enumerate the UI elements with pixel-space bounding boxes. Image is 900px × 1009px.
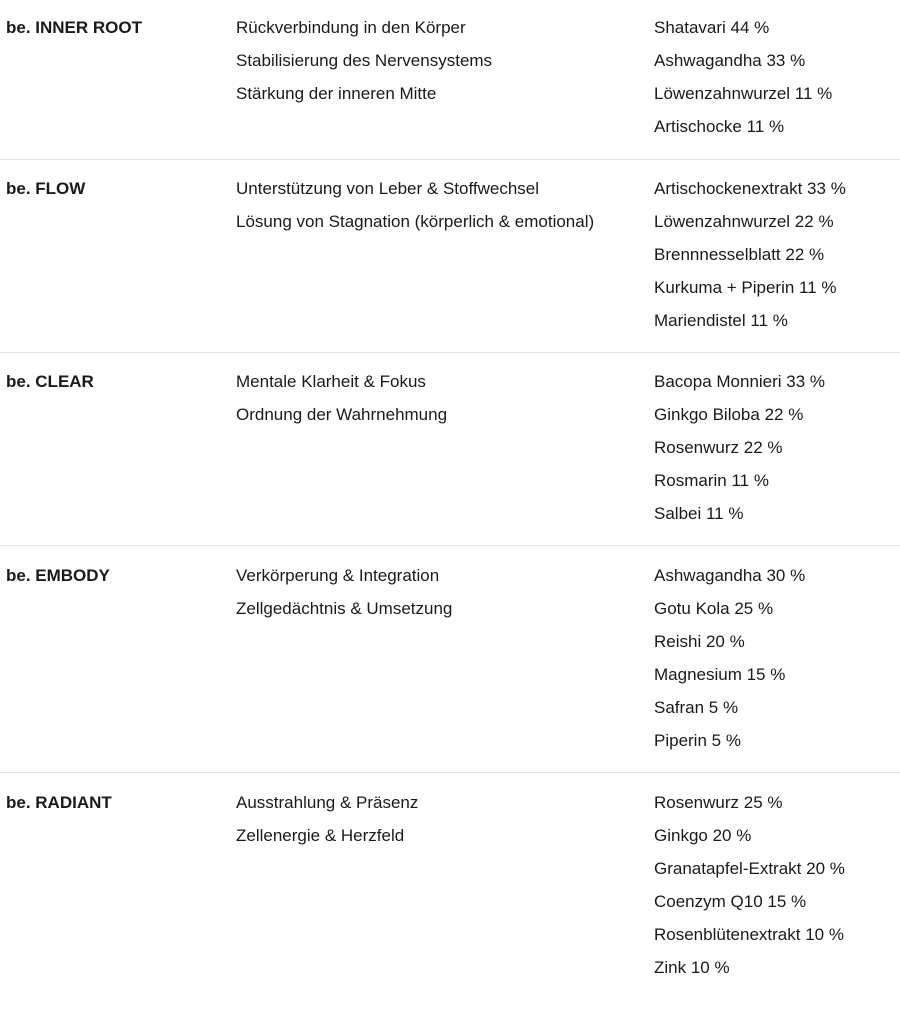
ingredient-line: Artischockenextrakt 33 % bbox=[654, 179, 846, 198]
product-ingredients bbox=[654, 172, 900, 352]
ingredient-line: Rosenwurz 25 % bbox=[654, 793, 783, 812]
ingredient-line: Rosenwurz 22 % bbox=[654, 438, 783, 457]
table-row bbox=[0, 160, 900, 353]
ingredient-line: Magnesium 15 % bbox=[654, 665, 786, 684]
ingredient-line: Brennnesselblatt 22 % bbox=[654, 245, 825, 264]
ingredient-line: Shatavari 44 % bbox=[654, 18, 770, 37]
product-name: be. FLOW bbox=[6, 179, 86, 198]
table-row bbox=[0, 773, 900, 1003]
product-ingredients bbox=[654, 365, 900, 545]
effect-line: Rückverbindung in den Körper bbox=[236, 18, 466, 37]
ingredient-line: Löwenzahnwurzel 11 % bbox=[654, 84, 833, 103]
effect-line: Stärkung der inneren Mitte bbox=[236, 84, 437, 103]
product-effects bbox=[236, 11, 654, 159]
ingredient-line: Löwenzahnwurzel 22 % bbox=[654, 212, 834, 231]
ingredient-line: Ginkgo Biloba 22 % bbox=[654, 405, 804, 424]
product-ingredients bbox=[654, 11, 900, 159]
effect-line: Verkörperung & Integration bbox=[236, 566, 440, 585]
product-effects bbox=[236, 786, 654, 1003]
ingredient-line: Rosmarin 11 % bbox=[654, 471, 769, 490]
table-row bbox=[0, 353, 900, 546]
ingredient-line: Bacopa Monnieri 33 % bbox=[654, 372, 826, 391]
product-ingredients bbox=[654, 786, 900, 1003]
ingredient-line: Gotu Kola 25 % bbox=[654, 599, 774, 618]
product-name: be. RADIANT bbox=[6, 793, 112, 812]
ingredient-line: Rosenblütenextrakt 10 % bbox=[654, 925, 844, 944]
effect-line: Ausstrahlung & Präsenz bbox=[236, 793, 419, 812]
table-row bbox=[0, 546, 900, 773]
effect-line: Mentale Klarheit & Fokus bbox=[236, 372, 426, 391]
ingredient-line: Piperin 5 % bbox=[654, 731, 741, 750]
product-effects bbox=[236, 172, 654, 352]
product-ingredients bbox=[654, 559, 900, 772]
ingredient-line: Safran 5 % bbox=[654, 698, 739, 717]
effect-line: Zellenergie & Herzfeld bbox=[236, 826, 405, 845]
ingredient-line: Ashwagandha 30 % bbox=[654, 566, 806, 585]
effect-line: Unterstützung von Leber & Stoffwechsel bbox=[236, 179, 540, 198]
ingredient-line: Salbei 11 % bbox=[654, 504, 744, 523]
ingredient-line: Kurkuma + Piperin 11 % bbox=[654, 278, 837, 297]
product-name: be. CLEAR bbox=[6, 372, 94, 391]
product-effects bbox=[236, 365, 654, 545]
ingredient-line: Ashwagandha 33 % bbox=[654, 51, 806, 70]
product-effects bbox=[236, 559, 654, 772]
ingredient-line: Artischocke 11 % bbox=[654, 117, 785, 136]
ingredient-line: Ginkgo 20 % bbox=[654, 826, 752, 845]
effect-line: Stabilisierung des Nervensystems bbox=[236, 51, 493, 70]
ingredient-line: Reishi 20 % bbox=[654, 632, 745, 651]
ingredient-line: Zink 10 % bbox=[654, 958, 730, 977]
product-name: be. EMBODY bbox=[6, 566, 110, 585]
ingredient-line: Granatapfel-Extrakt 20 % bbox=[654, 859, 845, 878]
ingredient-line: Mariendistel 11 % bbox=[654, 311, 788, 330]
ingredient-line: Coenzym Q10 15 % bbox=[654, 892, 807, 911]
table-row bbox=[0, 0, 900, 160]
product-name: be. INNER ROOT bbox=[6, 18, 143, 37]
effect-line: Lösung von Stagnation (körperlich & emotional) bbox=[236, 212, 595, 231]
effect-line: Zellgedächtnis & Umsetzung bbox=[236, 599, 453, 618]
effect-line: Ordnung der Wahrnehmung bbox=[236, 405, 448, 424]
